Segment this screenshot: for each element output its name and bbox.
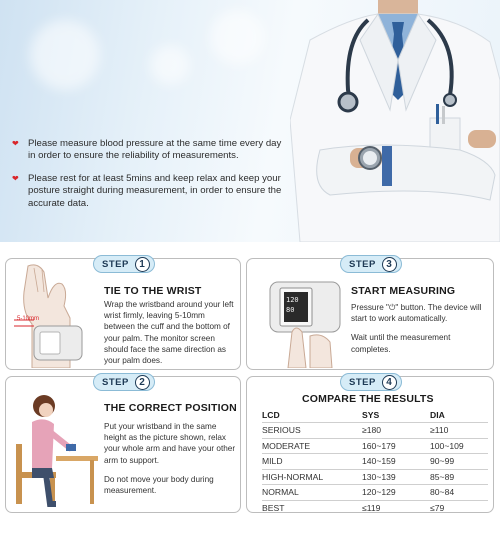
dia-cell: 80~84: [430, 487, 455, 498]
table-row: [262, 484, 488, 500]
doctor-illustration: [290, 0, 500, 242]
bokeh-light: [30, 20, 100, 90]
bokeh-light: [150, 45, 190, 85]
lcd-cell: BEST: [262, 502, 285, 513]
step-number: 3: [382, 257, 397, 272]
step-4-badge: [340, 373, 402, 391]
dia-cell: ≥110: [430, 425, 449, 436]
lcd-cell: SERIOUS: [262, 425, 301, 436]
table-row: [262, 453, 488, 469]
heart-icon: ❤: [12, 173, 19, 183]
step-2-title: THE CORRECT POSITION: [104, 402, 237, 414]
lcd-cell: HIGH-NORMAL: [262, 471, 324, 482]
sys-cell: 120~129: [362, 487, 396, 498]
step-label: STEP: [102, 376, 129, 388]
results-table-header: [262, 408, 488, 422]
step-2-body: [104, 421, 236, 504]
tip-text: Please measure blood pressure at the same time every day in order to ensure the reliability of measurements.: [28, 138, 282, 162]
sys-cell: ≥180: [362, 425, 382, 436]
gap-label: 5-10mm: [17, 316, 40, 322]
step-2-badge: [93, 373, 155, 391]
bokeh-light: [210, 10, 265, 65]
step-2-text: Do not move your body during measurement.: [104, 474, 214, 496]
tip-item: [12, 173, 284, 210]
step-3-body: [351, 302, 491, 363]
sys-cell: 160~179: [362, 440, 396, 451]
step-3-title: START MEASURING: [351, 285, 456, 297]
results-table: [262, 408, 488, 515]
step-1-title: TIE TO THE WRIST: [104, 285, 202, 297]
step-4-title: COMPARE THE RESULTS: [302, 393, 434, 405]
tip-item: [12, 138, 284, 163]
sys-cell: ≤119: [362, 502, 381, 513]
table-row: [262, 422, 488, 438]
step-number: 4: [382, 375, 397, 390]
lcd-cell: MODERATE: [262, 440, 311, 451]
dia-cell: 100~109: [430, 440, 464, 451]
step-2-text: Put your wristband in the same height as the picture shown, relax your whole arm and have your other arm to support.: [104, 422, 236, 465]
step-label: STEP: [349, 258, 376, 270]
header-sys: SYS: [362, 410, 380, 420]
header-dia: DIA: [430, 410, 445, 420]
wrist-band-illustration: [10, 262, 102, 368]
svg-text:120: 120: [286, 296, 299, 304]
step-number: 1: [135, 257, 150, 272]
header-lcd: LCD: [262, 410, 280, 420]
step-1-body: Wrap the wristband around your left wrist firmly, leaving 5-10mm between the cuff and the bottom of your palm. The monitor screen should face the same direction as your palm does.: [104, 300, 234, 366]
table-row: [262, 500, 488, 516]
seated-person-illustration: [10, 390, 102, 510]
step-1-badge: [93, 255, 155, 273]
dia-cell: ≤79: [430, 502, 445, 513]
step-3-text: Pressure "⏻" button. The device will start to work automatically.: [351, 303, 482, 324]
table-row: [262, 469, 488, 485]
dia-cell: 90~99: [430, 456, 455, 467]
tip-text: Please rest for at least 5mins and keep relax and keep your posture straight during measurement, in order to ensure the accurate data.: [28, 172, 282, 209]
step-3-text: Wait until the measurement completes.: [351, 333, 451, 354]
lcd-cell: NORMAL: [262, 487, 299, 498]
monitor-device-illustration: [252, 262, 344, 368]
table-row: [262, 438, 488, 454]
svg-text:80: 80: [286, 306, 295, 314]
step-label: STEP: [349, 376, 376, 388]
measurement-tips: [12, 138, 284, 220]
step-number: 2: [135, 375, 150, 390]
step-label: STEP: [102, 258, 129, 270]
dia-cell: 85~89: [430, 471, 455, 482]
lcd-cell: MILD: [262, 456, 283, 467]
sys-cell: 140~159: [362, 456, 396, 467]
step-3-badge: [340, 255, 402, 273]
hero-banner: [0, 0, 500, 242]
sys-cell: 130~139: [362, 471, 396, 482]
heart-icon: ❤: [12, 139, 19, 148]
